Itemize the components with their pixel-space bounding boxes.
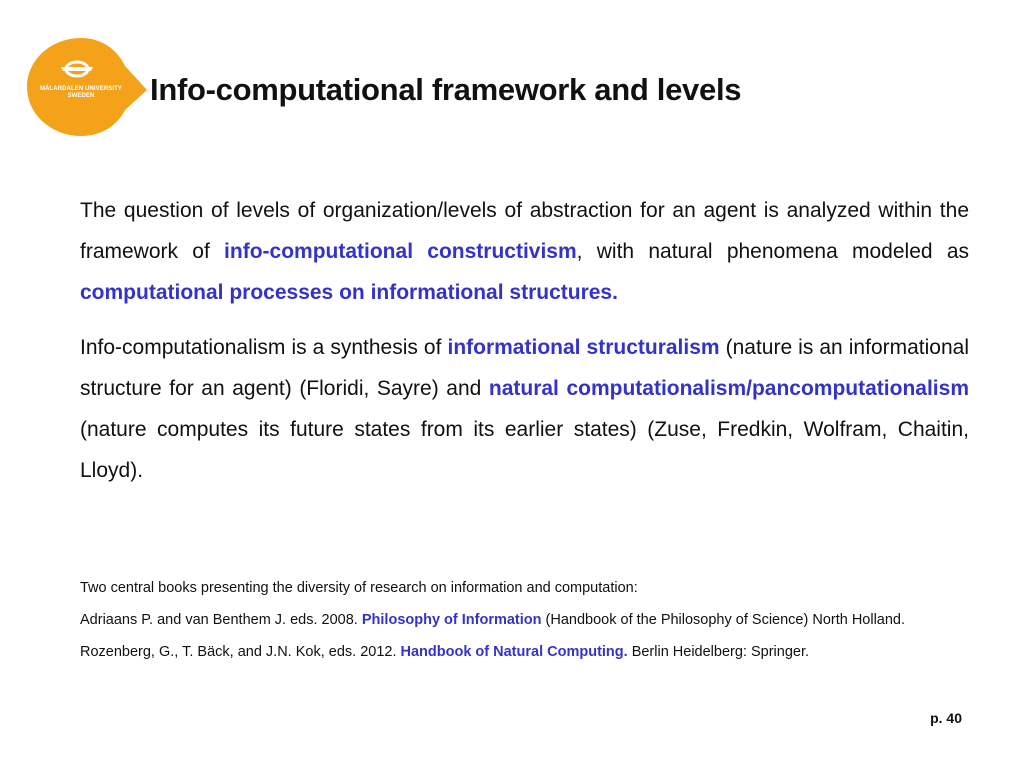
logo-text-university: MÄLARDALEN UNIVERSITY [39, 86, 123, 92]
ref1-text-2: (Handbook of the Philosophy of Science) North Holland. [541, 612, 906, 628]
para1-text-1: The question of levels of organization/levels of abstraction for an agent is analyzed within the framework of [80, 199, 969, 263]
ref2-book-title: Handbook of Natural Computing. [400, 644, 628, 660]
highlight-informational-structuralism: informational structuralism [447, 336, 720, 359]
university-logo [25, 36, 153, 138]
reference-1 [80, 610, 969, 630]
highlight-info-computational-constructivism: info-computational constructivism [224, 240, 577, 263]
paragraph-levels [80, 190, 969, 313]
ref1-text-1: Adriaans P. and van Benthem J. eds. 2008. [80, 612, 362, 628]
page-number: p. 40 [930, 710, 962, 726]
ref2-text-1: Rozenberg, G., T. Bäck, and J.N. Kok, eds. 2012. [80, 644, 401, 660]
slide-title: Info-computational framework and levels [150, 72, 742, 107]
highlight-computational-processes: computational processes on informational structures. [80, 281, 618, 304]
reference-2 [80, 642, 969, 662]
para2-text-3: (nature computes its future states from its earlier states) (Zuse, Fredkin, Wolfram, Chaitin, Lloyd). [80, 418, 969, 482]
para2-text-1: Info-computationalism is a synthesis of [80, 336, 448, 359]
paragraph-synthesis [80, 327, 969, 491]
highlight-natural-computationalism: natural computationalism/pancomputationalism [488, 377, 969, 400]
para1-text-2: , with natural phenomena modeled as [576, 240, 969, 263]
logo-text-country: SWEDEN [67, 93, 95, 99]
para2-text-2: (nature is an informational structure for an agent) (Floridi, Sayre) and [80, 336, 969, 400]
references-intro: Two central books presenting the diversity of research on information and computation: [80, 580, 638, 596]
slide-body [80, 190, 969, 505]
ref2-text-2: Berlin Heidelberg: Springer. [627, 644, 810, 660]
ref1-book-title: Philosophy of Information [361, 612, 542, 628]
references-section [80, 578, 969, 674]
